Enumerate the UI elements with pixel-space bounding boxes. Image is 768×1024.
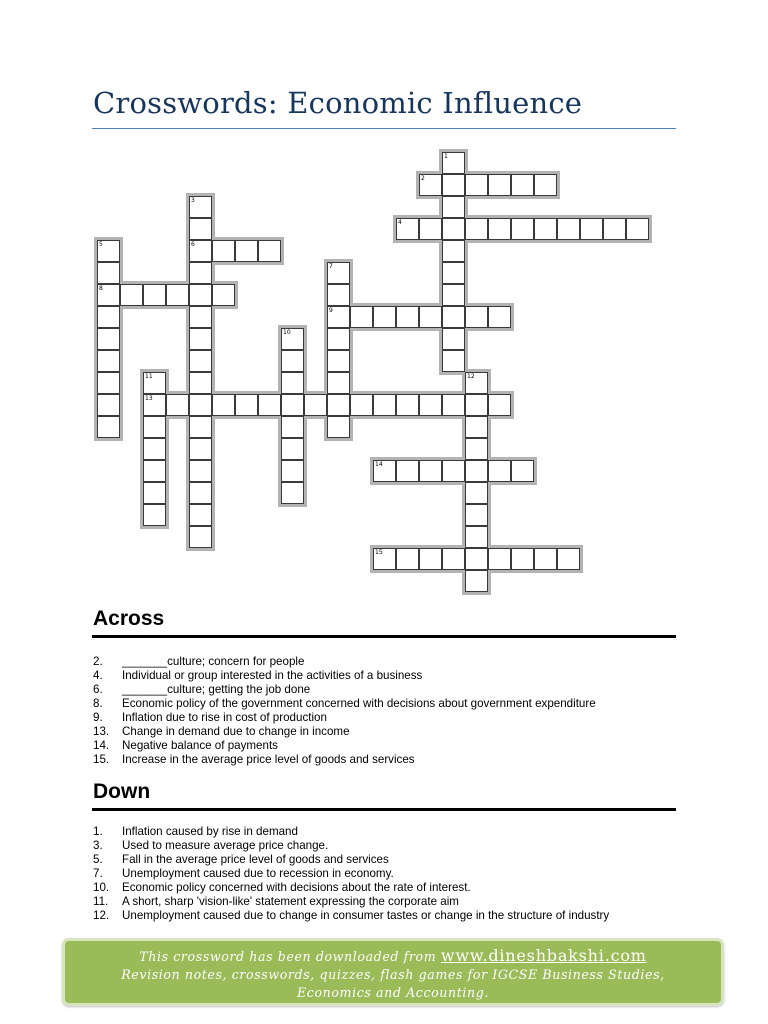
crossword-cell[interactable] xyxy=(189,196,212,218)
crossword-cell[interactable] xyxy=(442,328,465,350)
crossword-cell[interactable] xyxy=(557,218,580,240)
crossword-cell[interactable] xyxy=(235,240,258,262)
down-clue: 3. Used to measure average price change. xyxy=(93,839,329,852)
clue-number: 14 xyxy=(375,461,383,468)
crossword-cell[interactable] xyxy=(281,328,304,350)
crossword-cell[interactable] xyxy=(97,394,120,416)
crossword-cell[interactable] xyxy=(511,218,534,240)
crossword-cell[interactable] xyxy=(465,394,488,416)
crossword-cell[interactable] xyxy=(189,306,212,328)
crossword-cell[interactable] xyxy=(442,174,465,196)
crossword-cell[interactable] xyxy=(442,394,465,416)
clue-number: 5 xyxy=(99,241,103,248)
across-clue: 4. Individual or group interested in the activities of a business xyxy=(93,669,423,682)
across-heading: Across xyxy=(93,607,165,630)
down-clue: 7. Unemployment caused due to recession in economy. xyxy=(93,867,394,880)
crossword-cell[interactable] xyxy=(327,394,350,416)
crossword-cell[interactable] xyxy=(143,482,166,504)
crossword-cell[interactable] xyxy=(281,460,304,482)
crossword-cell[interactable] xyxy=(442,350,465,372)
crossword-cell[interactable] xyxy=(143,284,166,306)
crossword-cell[interactable] xyxy=(212,284,235,306)
crossword-cell[interactable] xyxy=(511,548,534,570)
crossword-cell[interactable] xyxy=(465,548,488,570)
crossword-cell[interactable] xyxy=(189,438,212,460)
crossword-cell[interactable] xyxy=(465,482,488,504)
crossword-cell[interactable] xyxy=(235,394,258,416)
page-title: Crosswords: Economic Influence xyxy=(93,86,583,120)
crossword-cell[interactable] xyxy=(373,460,396,482)
across-clue: 14. Negative balance of payments xyxy=(93,739,278,752)
crossword-cell[interactable] xyxy=(189,284,212,306)
crossword-cell[interactable] xyxy=(189,328,212,350)
crossword-cell[interactable] xyxy=(212,394,235,416)
clue-number: 6 xyxy=(191,241,195,248)
crossword-cell[interactable] xyxy=(442,240,465,262)
crossword-cell[interactable] xyxy=(465,174,488,196)
crossword-cell[interactable] xyxy=(442,548,465,570)
crossword-cell[interactable] xyxy=(143,438,166,460)
crossword-cell[interactable] xyxy=(327,350,350,372)
crossword-cell[interactable] xyxy=(189,240,212,262)
crossword-cell[interactable] xyxy=(189,482,212,504)
crossword-cell[interactable] xyxy=(97,350,120,372)
clue-number: 12 xyxy=(467,373,475,380)
crossword-cell[interactable] xyxy=(465,570,488,592)
crossword-cell[interactable] xyxy=(189,394,212,416)
down-clue: 1. Inflation caused by rise in demand xyxy=(93,825,298,838)
crossword-cell[interactable] xyxy=(143,460,166,482)
crossword-cell[interactable] xyxy=(396,394,419,416)
crossword-cell[interactable] xyxy=(327,284,350,306)
crossword-cell[interactable] xyxy=(281,416,304,438)
crossword-cell[interactable] xyxy=(396,460,419,482)
crossword-cell[interactable] xyxy=(97,306,120,328)
crossword-cell[interactable] xyxy=(511,174,534,196)
crossword-cell[interactable] xyxy=(143,416,166,438)
crossword-cell[interactable] xyxy=(373,394,396,416)
clue-number: 11 xyxy=(145,373,153,380)
footer-line-1 xyxy=(65,947,721,966)
crossword-cell[interactable] xyxy=(488,174,511,196)
down-clue-list xyxy=(93,825,609,923)
clue-number: 2 xyxy=(421,175,425,182)
footer-line-2: Revision notes, crosswords, quizzes, flash games for IGCSE Business Studies, xyxy=(121,967,665,982)
crossword-cell[interactable] xyxy=(465,218,488,240)
crossword-cell[interactable] xyxy=(373,306,396,328)
crossword-cell[interactable] xyxy=(442,460,465,482)
crossword-cell[interactable] xyxy=(442,262,465,284)
crossword-cell[interactable] xyxy=(166,394,189,416)
crossword-cell[interactable] xyxy=(626,218,649,240)
crossword-cell[interactable] xyxy=(419,394,442,416)
crossword-cell[interactable] xyxy=(97,416,120,438)
footer-banner xyxy=(62,938,724,1006)
crossword-cell[interactable] xyxy=(603,218,626,240)
crossword-cell[interactable] xyxy=(373,548,396,570)
crossword-cell[interactable] xyxy=(534,174,557,196)
crossword-cell[interactable] xyxy=(327,372,350,394)
across-clue: 6. _______culture; getting the job done xyxy=(93,683,311,696)
clue-number: 1 xyxy=(444,153,448,160)
clue-number: 15 xyxy=(375,549,383,556)
crossword-cell[interactable] xyxy=(327,262,350,284)
crossword-cell[interactable] xyxy=(442,152,465,174)
crossword-cell[interactable] xyxy=(120,284,143,306)
across-clue: 13. Change in demand due to change in income xyxy=(93,725,350,738)
down-heading: Down xyxy=(93,780,151,803)
crossword-cell[interactable] xyxy=(350,306,373,328)
crossword-cell[interactable] xyxy=(534,218,557,240)
crossword-cell[interactable] xyxy=(281,482,304,504)
crossword-cell[interactable] xyxy=(350,394,373,416)
footer-line-3: Economics and Accounting. xyxy=(297,985,489,1000)
clue-number: 3 xyxy=(191,197,195,204)
crossword-cell[interactable] xyxy=(143,504,166,526)
crossword-cell[interactable] xyxy=(442,218,465,240)
crossword-cell[interactable] xyxy=(281,438,304,460)
crossword-cell[interactable] xyxy=(189,262,212,284)
crossword-cell[interactable] xyxy=(442,284,465,306)
crossword-cell[interactable] xyxy=(396,306,419,328)
crossword-cell[interactable] xyxy=(143,372,166,394)
crossword-cell[interactable] xyxy=(258,394,281,416)
across-clue: 2. _______culture; concern for people xyxy=(93,655,305,668)
crossword-cell[interactable] xyxy=(419,460,442,482)
crossword-cell[interactable] xyxy=(419,174,442,196)
crossword-cell[interactable] xyxy=(419,306,442,328)
clue-number: 9 xyxy=(329,307,333,314)
crossword-cell[interactable] xyxy=(281,372,304,394)
crossword-cell[interactable] xyxy=(465,372,488,394)
clue-number: 8 xyxy=(99,285,103,292)
crossword-cell[interactable] xyxy=(419,218,442,240)
down-clue: 11. A short, sharp 'vision-like' statement expressing the corporate aim xyxy=(93,895,459,908)
crossword-cell[interactable] xyxy=(465,504,488,526)
clue-number: 10 xyxy=(283,329,291,336)
crossword-cell[interactable] xyxy=(488,218,511,240)
crossword-cell[interactable] xyxy=(189,350,212,372)
crossword-cell[interactable] xyxy=(396,218,419,240)
crossword-cell[interactable] xyxy=(97,240,120,262)
crossword-cell[interactable] xyxy=(488,306,511,328)
crossword-cell[interactable] xyxy=(442,306,465,328)
crossword-cell[interactable] xyxy=(396,548,419,570)
crossword-cell[interactable] xyxy=(189,460,212,482)
crossword-cell[interactable] xyxy=(97,262,120,284)
website-link[interactable]: www.dineshbakshi.com xyxy=(440,946,647,965)
crossword-cell[interactable] xyxy=(465,306,488,328)
crossword-cell[interactable] xyxy=(488,460,511,482)
footer-intro: This crossword has been downloaded from xyxy=(139,949,441,964)
crossword-cell[interactable] xyxy=(281,350,304,372)
crossword-cell[interactable] xyxy=(327,328,350,350)
crossword-cell[interactable] xyxy=(166,284,189,306)
crossword-cell[interactable] xyxy=(281,394,304,416)
crossword-cell[interactable] xyxy=(511,460,534,482)
across-rule xyxy=(92,635,676,638)
crossword-cell[interactable] xyxy=(189,218,212,240)
crossword-cell[interactable] xyxy=(97,372,120,394)
crossword-cell[interactable] xyxy=(189,526,212,548)
down-clue: 5. Fall in the average price level of goods and services xyxy=(93,853,389,866)
crossword-cell[interactable] xyxy=(465,460,488,482)
crossword-cell[interactable] xyxy=(189,504,212,526)
crossword-cell[interactable] xyxy=(143,394,166,416)
crossword-cell[interactable] xyxy=(327,416,350,438)
down-clue: 12. Unemployment caused due to change in consumer tastes or change in the structure of industry xyxy=(93,909,610,922)
across-clue: 15. Increase in the average price level of goods and services xyxy=(93,753,415,766)
crossword-cell[interactable] xyxy=(465,438,488,460)
crossword-cell[interactable] xyxy=(97,328,120,350)
across-clue: 9. Inflation due to rise in cost of production xyxy=(93,711,327,724)
down-clue: 10. Economic policy concerned with decisions about the rate of interest. xyxy=(93,881,471,894)
crossword-cell[interactable] xyxy=(97,284,120,306)
crossword-cell[interactable] xyxy=(304,394,327,416)
crossword-cell[interactable] xyxy=(465,526,488,548)
crossword-cell[interactable] xyxy=(580,218,603,240)
across-clue: 8. Economic policy of the government concerned with decisions about government expenditure xyxy=(93,697,596,710)
crossword-cell[interactable] xyxy=(327,306,350,328)
crossword-cell[interactable] xyxy=(189,416,212,438)
crossword-cell[interactable] xyxy=(488,394,511,416)
down-rule xyxy=(92,808,676,811)
clue-number: 4 xyxy=(398,219,402,226)
crossword-cell[interactable] xyxy=(442,196,465,218)
across-clue-list xyxy=(93,655,596,767)
crossword-cell[interactable] xyxy=(212,240,235,262)
crossword-cell[interactable] xyxy=(488,548,511,570)
clue-number: 13 xyxy=(145,395,153,402)
crossword-cell[interactable] xyxy=(258,240,281,262)
crossword-cell[interactable] xyxy=(557,548,580,570)
crossword-cell[interactable] xyxy=(534,548,557,570)
clue-number: 7 xyxy=(329,263,333,270)
crossword-cell[interactable] xyxy=(419,548,442,570)
crossword-cell[interactable] xyxy=(465,416,488,438)
crossword-cell[interactable] xyxy=(189,372,212,394)
